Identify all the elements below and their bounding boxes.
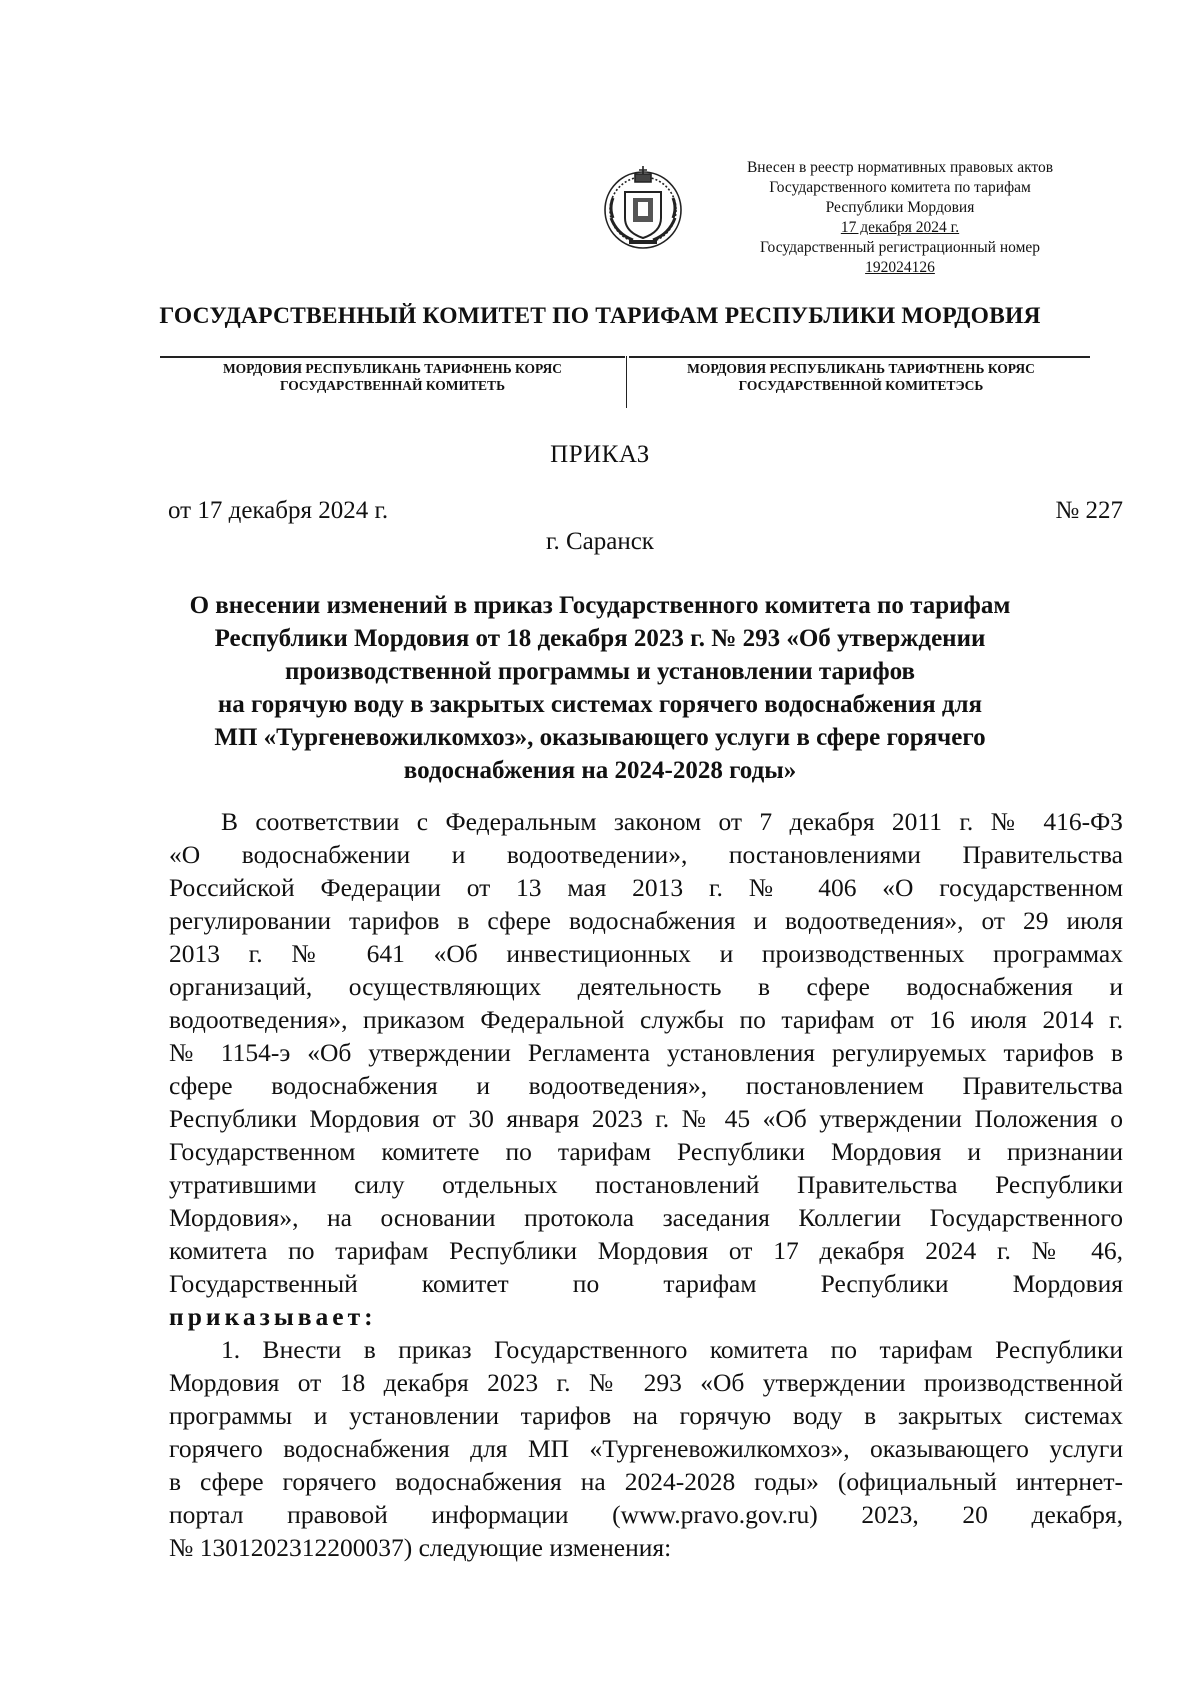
order-heading — [150, 589, 1050, 787]
header-left-line: ГОСУДАРСТВЕННАЙ КОМИТЕТЬ — [279, 378, 505, 393]
heading-line: производственной программы и установлении тарифов — [284, 658, 916, 685]
body-line: сфере водоснабжения и водоотведения», постановлением Правительства — [169, 1071, 1123, 1100]
header-divider — [626, 356, 627, 408]
order-date: от 17 декабря 2024 г. — [168, 497, 389, 524]
body-line: регулировании тарифов в сфере водоснабжения и водоотведения», от 29 июля — [169, 906, 1123, 935]
heading-line: водоснабжения на 2024-2028 годы» — [403, 757, 797, 784]
body-line: программы и установлении тарифов на горячую воду в закрытых системах — [169, 1401, 1123, 1430]
body-line-order-verb: приказывает: — [169, 1302, 377, 1331]
registry-line: Государственный регистрационный номер — [759, 239, 1041, 256]
heading-line: Республики Мордовия от 18 декабря 2023 г. № 293 «Об утверждении — [214, 625, 986, 652]
header-right-block — [632, 360, 1090, 394]
body-line: В соответствии с Федеральным законом от 7 декабря 2011 г. № 416-ФЗ — [221, 807, 1123, 836]
body-line: Государственный комитет по тарифам Республики Мордовия — [169, 1269, 1123, 1298]
body-line: 2013 г. № 641 «Об инвестиционных и производственных программах — [169, 939, 1123, 968]
header-left-block — [160, 360, 625, 394]
body-line: № 1154-э «Об утверждении Регламента установления регулируемых тарифов в — [169, 1038, 1123, 1067]
order-city: г. Саранск — [546, 528, 654, 555]
body-line: утратившими силу отдельных постановлений Правительства Республики — [169, 1170, 1123, 1199]
body-line: портал правовой информации (www.pravo.gov.ru) 2023, 20 декабря, — [169, 1500, 1123, 1529]
registry-line: Внесен в реестр нормативных правовых актов — [746, 159, 1054, 176]
heading-line: О внесении изменений в приказ Государственного комитета по тарифам — [189, 592, 1011, 619]
body-line: Мордовия от 18 декабря 2023 г. № 293 «Об утверждении производственной — [169, 1368, 1123, 1397]
header-right-line: ГОСУДАРСТВЕННОЙ КОМИТЕТЭСЬ — [738, 378, 984, 393]
body-line: Республики Мордовия от 30 января 2023 г. № 45 «Об утверждении Положения о — [169, 1104, 1123, 1133]
header-rule-left — [160, 356, 625, 358]
order-body — [169, 805, 1123, 1564]
body-line: «О водоснабжении и водоотведении», постановлениями Правительства — [169, 840, 1123, 869]
coat-of-arms-icon — [595, 158, 691, 254]
header-rule-right — [629, 356, 1090, 358]
registry-line: Республики Мордовия — [825, 199, 975, 216]
order-title: ПРИКАЗ — [550, 441, 650, 468]
heading-line: МП «Тургеневожилкомхоз», оказывающего услуги в сфере горячего — [214, 724, 986, 751]
body-line: № 1301202312200037) следующие изменения: — [169, 1533, 672, 1562]
body-line: комитета по тарифам Республики Мордовия от 17 декабря 2024 г. № 46, — [169, 1236, 1123, 1265]
body-line: 1. Внести в приказ Государственного комитета по тарифам Республики — [221, 1335, 1123, 1364]
body-line: водоотведения», приказом Федеральной службы по тарифам от 16 июля 2014 г. — [169, 1005, 1123, 1034]
registry-line: Государственного комитета по тарифам — [769, 179, 1031, 196]
body-line: Российской Федерации от 13 мая 2013 г. № 406 «О государственном — [169, 873, 1123, 902]
body-line: Государственном комитете по тарифам Республики Мордовия и признании — [169, 1137, 1123, 1166]
body-line: Мордовия», на основании протокола заседания Коллегии Государственного — [169, 1203, 1123, 1232]
registry-number: 192024126 — [865, 259, 935, 276]
order-number: № 227 — [1055, 497, 1123, 524]
body-line: организаций, осуществляющих деятельность в сфере водоснабжения и — [169, 972, 1123, 1001]
body-line: в сфере горячего водоснабжения на 2024-2028 годы» (официальный интернет- — [169, 1467, 1123, 1496]
header-left-line: МОРДОВИЯ РЕСПУБЛИКАНЬ ТАРИФНЕНЬ КОРЯС — [222, 361, 563, 376]
organization-title: ГОСУДАРСТВЕННЫЙ КОМИТЕТ ПО ТАРИФАМ РЕСПУБЛИКИ МОРДОВИЯ — [159, 303, 1041, 329]
registry-date: 17 декабря 2024 г. — [840, 219, 960, 236]
header-right-line: МОРДОВИЯ РЕСПУБЛИКАНЬ ТАРИФТНЕНЬ КОРЯС — [687, 361, 1035, 376]
body-line: горячего водоснабжения для МП «Тургеневожилкомхоз», оказывающего услуги — [169, 1434, 1123, 1463]
heading-line: на горячую воду в закрытых системах горячего водоснабжения для — [217, 691, 983, 718]
registry-stamp — [700, 158, 1100, 278]
